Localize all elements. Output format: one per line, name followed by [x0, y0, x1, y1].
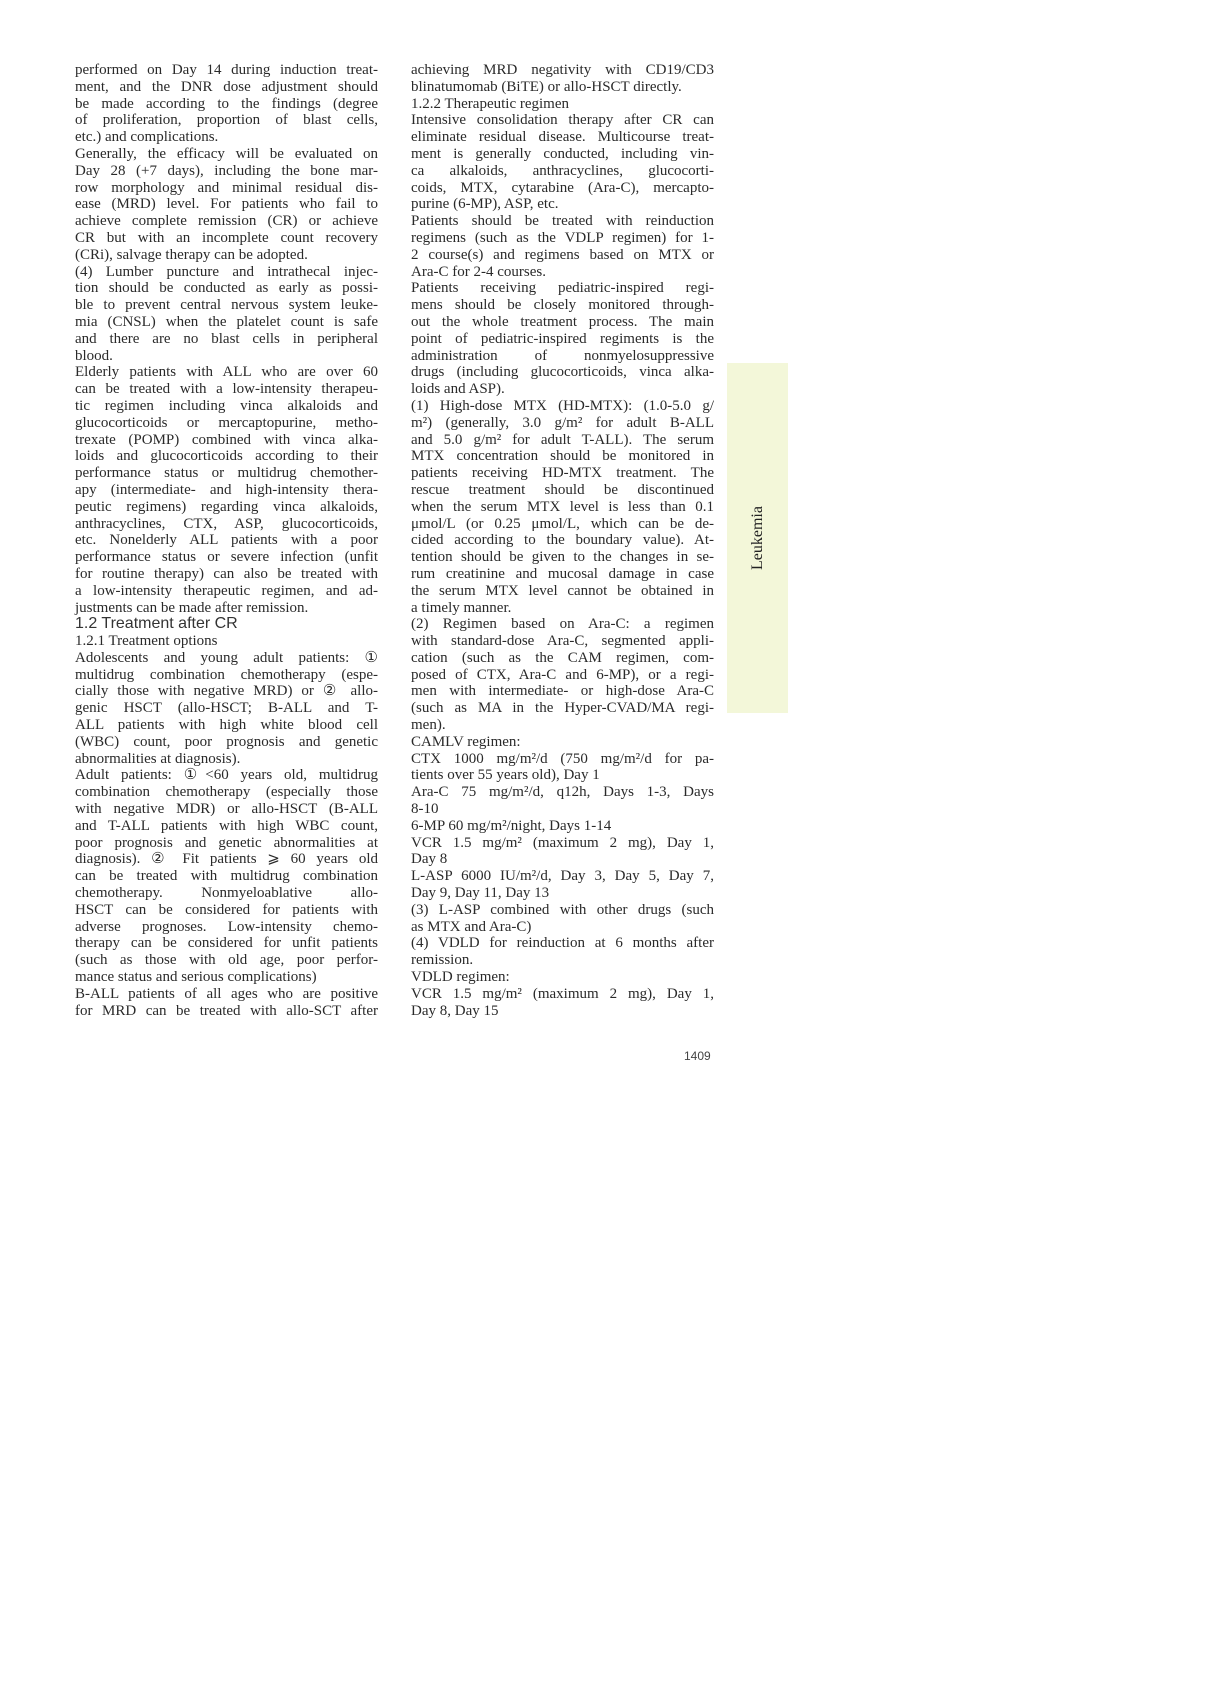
text-line: chemotherapy. Nonmyeloablative allo- [75, 885, 378, 902]
text-line: Ara-C for 2-4 courses. [411, 263, 546, 280]
text-line: patients receiving HD-MTX treatment. The [411, 465, 714, 482]
text-line: 1.2.1 Treatment options [75, 633, 218, 650]
text-line: cided according to the boundary value). At- [411, 532, 714, 549]
text-line: mia (CNSL) when the platelet count is safe [75, 313, 378, 330]
paragraph [411, 280, 714, 398]
paragraph [75, 62, 378, 146]
paragraph [411, 112, 714, 213]
text-line: blinatumomab (BiTE) or allo-HSCT directly. [411, 78, 682, 95]
text-line: loids and ASP). [411, 381, 505, 398]
text-line: VCR 1.5 mg/m² (maximum 2 mg), Day 1, [411, 834, 714, 851]
text-line: blood. [75, 347, 113, 364]
text-line: Day 28 (+7 days), including the bone mar- [75, 162, 378, 179]
text-line: (2) Regimen based on Ara-C: a regimen [411, 616, 714, 633]
text-line: cially those with negative MRD) or ② allo- [75, 683, 378, 700]
text-line: MTX concentration should be monitored in [411, 448, 714, 465]
text-line: achieve complete remission (CR) or achieve [75, 213, 378, 230]
paragraph [411, 835, 714, 869]
text-line: (such as MA in the Hyper-CVAD/MA regi- [411, 700, 714, 717]
paragraph [75, 650, 378, 768]
paragraph [75, 264, 378, 365]
section-tab [727, 363, 788, 713]
text-line: 6-MP 60 mg/m²/night, Days 1-14 [411, 817, 612, 834]
text-line: peutic regimens) regarding vinca alkaloids, [75, 498, 378, 515]
text-line: and there are no blast cells in peripheral [75, 330, 378, 347]
paragraph [411, 734, 714, 751]
subsection-heading [75, 633, 378, 650]
text-line: Adolescents and young adult patients: ① [75, 649, 378, 666]
text-line: ease (MRD) level. For patients who fail to [75, 196, 378, 213]
text-line: Patients receiving pediatric-inspired regi- [411, 280, 714, 297]
text-line: tic regimen including vinca alkaloids and [75, 397, 378, 414]
text-line: 1.2.2 Therapeutic regimen [411, 95, 569, 112]
text-line: (WBC) count, poor prognosis and genetic [75, 733, 378, 750]
section-heading [75, 616, 378, 633]
text-line: the serum MTX level cannot be obtained in [411, 582, 714, 599]
paragraph [411, 818, 714, 835]
text-line: performance status or severe infection (unfit [75, 549, 378, 566]
text-line: m²) (generally, 3.0 g/m² for adult B-ALL [411, 414, 714, 431]
text-line: ALL patients with high white blood cell [75, 717, 378, 734]
text-line: (4) VDLD for reinduction at 6 months after [411, 935, 714, 952]
text-line: ment, and the DNR dose adjustment should [75, 78, 378, 95]
text-line: genic HSCT (allo-HSCT; B-ALL and T- [75, 700, 378, 717]
text-line: a low-intensity therapeutic regimen, and ad- [75, 582, 378, 599]
paragraph [411, 398, 714, 616]
text-line: combination chemotherapy (especially those [75, 784, 378, 801]
text-line: with negative MDR) or allo-HSCT (B-ALL [75, 801, 378, 818]
text-line: performed on Day 14 during induction treat- [75, 62, 378, 78]
text-line: (CRi), salvage therapy can be adopted. [75, 246, 308, 263]
text-line: be made according to the findings (degree [75, 95, 378, 112]
text-line: ble to prevent central nervous system leuke- [75, 297, 378, 314]
text-line: Generally, the efficacy will be evaluated on [75, 145, 378, 162]
text-line: for routine therapy) can also be treated with [75, 565, 378, 582]
text-line: adverse prognoses. Low-intensity chemo- [75, 918, 378, 935]
text-line: cation (such as the CAM regimen, com- [411, 649, 714, 666]
text-line: can be treated with multidrug combination [75, 868, 378, 885]
text-line: HSCT can be considered for patients with [75, 901, 378, 918]
text-line: drugs (including glucocorticoids, vinca alka- [411, 364, 714, 381]
text-line: therapy can be considered for unfit patients [75, 935, 378, 952]
paragraph [411, 868, 714, 902]
text-line: with standard-dose Ara-C, segmented appli- [411, 633, 714, 650]
text-line: posed of CTX, Ara-C and 6-MP), or a regi- [411, 666, 714, 683]
text-line: mens should be closely monitored through- [411, 297, 714, 314]
text-line: (3) L-ASP combined with other drugs (such [411, 901, 714, 918]
paragraph [411, 902, 714, 936]
text-line: tients over 55 years old), Day 1 [411, 767, 600, 784]
text-line: tion should be conducted as early as possi- [75, 280, 378, 297]
text-line: 8-10 [411, 801, 439, 818]
text-line: achieving MRD negativity with CD19/CD3 [411, 62, 714, 78]
paragraph [411, 616, 714, 734]
text-line: point of pediatric-inspired regiments is the [411, 330, 714, 347]
text-line: diagnosis). ② Fit patients ⩾ 60 years old [75, 851, 378, 868]
text-line: can be treated with a low-intensity therapeu- [75, 381, 378, 398]
text-line: etc.) and complications. [75, 129, 219, 146]
text-line: for MRD can be treated with allo-SCT after [75, 1002, 378, 1019]
text-line: loids and glucocorticoids according to their [75, 448, 378, 465]
text-line: (such as those with old age, poor perfor- [75, 952, 378, 969]
right-column [411, 62, 714, 1019]
paragraph [411, 935, 714, 969]
text-line: Day 8, Day 15 [411, 1002, 499, 1019]
text-line: and T-ALL patients with high WBC count, [75, 817, 378, 834]
text-line: of proliferation, proportion of blast cells, [75, 112, 378, 129]
text-line: Patients should be treated with reinduction [411, 213, 714, 230]
text-line: a timely manner. [411, 599, 512, 616]
text-line: Ara-C 75 mg/m²/d, q12h, Days 1-3, Days [411, 784, 714, 801]
text-line: etc. Nonelderly ALL patients with a poor [75, 532, 378, 549]
text-line: multidrug combination chemotherapy (espe- [75, 666, 378, 683]
text-line: justments can be made after remission. [75, 599, 309, 616]
text-line: CTX 1000 mg/m²/d (750 mg/m²/d for pa- [411, 750, 714, 767]
paragraph [75, 986, 378, 1020]
text-line: anthracyclines, CTX, ASP, glucocorticoids, [75, 515, 378, 532]
text-line: (1) High-dose MTX (HD-MTX): (1.0-5.0 g/ [411, 397, 714, 414]
text-line: purine (6-MP), ASP, etc. [411, 196, 559, 213]
text-line: men with intermediate- or high-dose Ara-C [411, 683, 714, 700]
text-line: trexate (POMP) combined with vinca alka- [75, 431, 378, 448]
page-number: 1409 [684, 1049, 711, 1063]
text-line: as MTX and Ara-C) [411, 918, 532, 935]
text-line: administration of nonmyelosuppressive [411, 347, 714, 364]
paragraph [411, 213, 714, 280]
text-line: out the whole treatment process. The main [411, 313, 714, 330]
text-line: glucocorticoids or mercaptopurine, metho- [75, 414, 378, 431]
text-line: regimens (such as the VDLP regimen) for 1- [411, 229, 714, 246]
text-line: (4) Lumber puncture and intrathecal injec- [75, 263, 378, 280]
paragraph [411, 969, 714, 986]
text-line: B-ALL patients of all ages who are positive [75, 985, 378, 1002]
text-line: and 5.0 g/m² for adult T-ALL). The serum [411, 431, 714, 448]
left-column [75, 62, 378, 1019]
paragraph [411, 751, 714, 785]
text-line: rescue treatment should be discontinued [411, 481, 714, 498]
subsection-heading [411, 96, 714, 113]
text-line: CR but with an incomplete count recovery [75, 229, 378, 246]
text-line: VDLD regimen: [411, 969, 510, 986]
text-line: 2 course(s) and regimens based on MTX or [411, 246, 714, 263]
text-line: tention should be given to the changes in se- [411, 549, 714, 566]
paragraph [411, 986, 714, 1020]
text-line: Day 8 [411, 851, 448, 868]
paragraph [75, 364, 378, 616]
text-line: apy (intermediate- and high-intensity thera- [75, 481, 378, 498]
text-line: remission. [411, 952, 474, 969]
text-line: Day 9, Day 11, Day 13 [411, 885, 550, 902]
paragraph [411, 784, 714, 818]
text-line: poor prognosis and genetic abnormalities at [75, 834, 378, 851]
text-line: rum creatinine and mucosal damage in case [411, 565, 714, 582]
text-line: CAMLV regimen: [411, 733, 521, 750]
text-line: men). [411, 717, 446, 734]
text-line: Intensive consolidation therapy after CR can [411, 112, 714, 129]
text-line: Elderly patients with ALL who are over 60 [75, 364, 378, 381]
text-line: eliminate residual disease. Multicourse treat- [411, 129, 714, 146]
text-line: coids, MTX, cytarabine (Ara-C), mercapto- [411, 179, 714, 196]
paragraph [411, 62, 714, 96]
text-line: ca alkaloids, anthracyclines, glucocorti- [411, 162, 714, 179]
text-line: performance status or multidrug chemother- [75, 465, 378, 482]
paragraph [75, 146, 378, 264]
section-tab-label: Leukemia [748, 506, 766, 570]
text-line: ment is generally conducted, including vin- [411, 145, 714, 162]
text-line: VCR 1.5 mg/m² (maximum 2 mg), Day 1, [411, 985, 714, 1002]
text-line: mance status and serious complications) [75, 969, 317, 986]
text-line: L-ASP 6000 IU/m²/d, Day 3, Day 5, Day 7, [411, 868, 714, 885]
text-line: μmol/L (or 0.25 μmol/L, which can be de- [411, 515, 714, 532]
text-line: 1.2 Treatment after CR [75, 615, 238, 633]
text-line: row morphology and minimal residual dis- [75, 179, 378, 196]
text-line: when the serum MTX level is less than 0.1 [411, 498, 714, 515]
text-line: Adult patients: ①<60 years old, multidrug [75, 767, 378, 784]
text-line: abnormalities at diagnosis). [75, 750, 241, 767]
paragraph [75, 767, 378, 985]
